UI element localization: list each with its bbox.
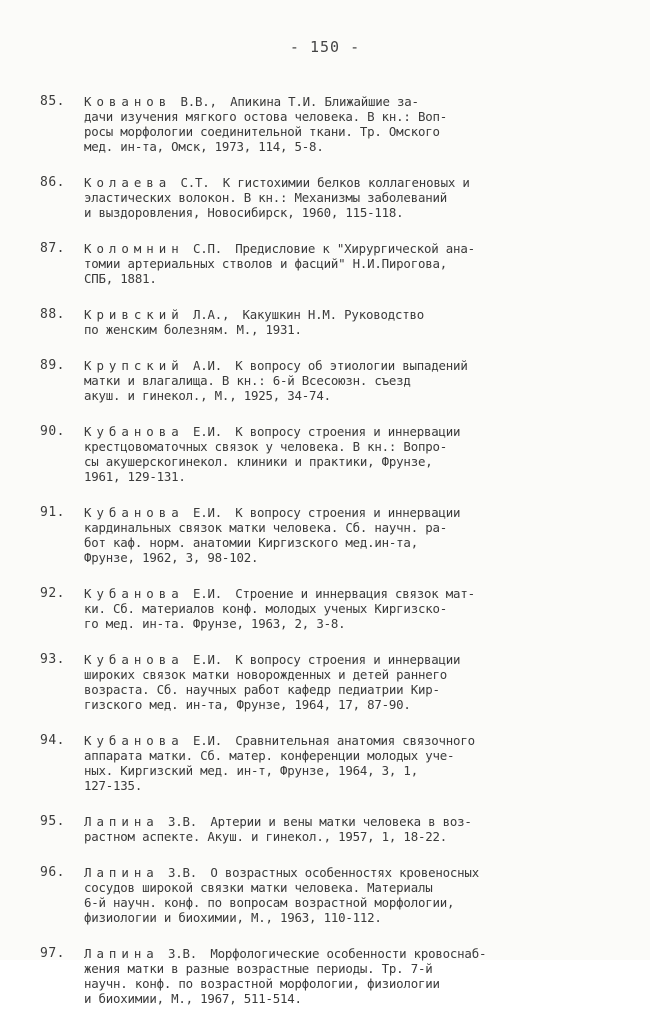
reference-line: физиологии и биохимии, М., 1963, 110-112.	[84, 910, 382, 925]
reference-entry	[40, 241, 620, 286]
reference-number: 92.	[40, 586, 65, 601]
reference-line: по женским болезням. М., 1931.	[84, 322, 302, 337]
reference-list	[40, 94, 620, 1027]
reference-author: Крупский	[84, 358, 184, 373]
reference-line-text: К вопросу об этиологии выпадений	[235, 358, 468, 373]
reference-line: акуш. и гинекол., М., 1925, 34-74.	[84, 388, 331, 403]
reference-line: растном аспекте. Акуш. и гинекол., 1957, 1, 18-22.	[84, 829, 447, 844]
reference-author: Лапина	[84, 814, 159, 829]
reference-line-text: К гистохимии белков коллагеновых и	[222, 175, 470, 190]
reference-line: кардинальных связок матки человека. Сб. научн. ра-	[84, 520, 447, 535]
reference-line	[84, 175, 620, 190]
reference-initials: А.И.	[192, 358, 222, 373]
reference-line-text: К вопросу строения и иннервации	[235, 652, 461, 667]
reference-line	[84, 586, 620, 601]
reference-line: 6-й научн. конф. по вопросам возрастной морфологии,	[84, 895, 455, 910]
reference-entry	[40, 652, 620, 712]
reference-initials: В.В.,	[180, 94, 217, 109]
reference-number: 88.	[40, 307, 65, 322]
reference-initials: С.П.	[192, 241, 222, 256]
reference-line-text: Сравнительная анатомия связочного	[235, 733, 475, 748]
reference-line-text: Апикина Т.И. Ближайшие за-	[230, 94, 419, 109]
reference-initials: Е.И.	[192, 505, 222, 520]
reference-text	[84, 94, 620, 154]
reference-line: мед. ин-та, Омск, 1973, 114, 5-8.	[84, 139, 324, 154]
reference-text	[84, 586, 620, 631]
reference-initials: Е.И.	[192, 733, 222, 748]
reference-author: Кубанова	[84, 505, 184, 520]
reference-line: сосудов широкой связки матки человека. Материалы	[84, 880, 433, 895]
reference-line	[84, 814, 620, 829]
reference-line: томии артериальных стволов и фасций" Н.И.Пирогова,	[84, 256, 447, 271]
reference-author: Коломнин	[84, 241, 184, 256]
reference-line-text: Предисловие к "Хирургической ана-	[235, 241, 475, 256]
reference-line: сы акушерскогинекол. клиники и практики, Фрунзе,	[84, 454, 433, 469]
reference-line: 127-135.	[84, 778, 143, 793]
reference-line-text: Какушкин Н.М. Руководство	[242, 307, 425, 322]
reference-entry	[40, 946, 620, 1006]
reference-line-text: Артерии и вены матки человека в воз-	[210, 814, 472, 829]
reference-number: 97.	[40, 946, 65, 961]
reference-entry	[40, 505, 620, 565]
reference-entry	[40, 733, 620, 793]
reference-line: аппарата матки. Сб. матер. конференции молодых уче-	[84, 748, 455, 763]
reference-entry	[40, 586, 620, 631]
reference-text	[84, 865, 620, 925]
reference-number: 91.	[40, 505, 65, 520]
reference-number: 89.	[40, 358, 65, 373]
reference-initials: Е.И.	[192, 652, 222, 667]
reference-line	[84, 652, 620, 667]
reference-author: Кубанова	[84, 424, 184, 439]
reference-entry	[40, 94, 620, 154]
reference-number: 85.	[40, 94, 65, 109]
reference-line	[84, 424, 620, 439]
reference-initials: З.В.	[168, 814, 198, 829]
reference-line: и биохимии, М., 1967, 511-514.	[84, 991, 302, 1006]
reference-line	[84, 946, 620, 961]
reference-line: Фрунзе, 1962, 3, 98-102.	[84, 550, 259, 565]
reference-author: Кованов	[84, 94, 172, 109]
reference-line	[84, 241, 620, 256]
reference-line: бот каф. норм. анатомии Киргизского мед.ин-та,	[84, 535, 418, 550]
reference-line: 1961, 129-131.	[84, 469, 186, 484]
reference-line: научн. конф. по возрастной морфологии, физиологии	[84, 976, 440, 991]
reference-line-text: Строение и иннервация связок мат-	[235, 586, 475, 601]
reference-initials: З.В.	[168, 946, 198, 961]
reference-line: ных. Киргизский мед. ин-т, Фрунзе, 1964, 3, 1,	[84, 763, 418, 778]
reference-entry	[40, 307, 620, 337]
reference-initials: З.В.	[168, 865, 198, 880]
page-number: - 150 -	[289, 38, 361, 56]
reference-text	[84, 241, 620, 286]
reference-author: Колаева	[84, 175, 172, 190]
reference-author: Кубанова	[84, 586, 184, 601]
reference-line: го мед. ин-та. Фрунзе, 1963, 2, 3-8.	[84, 616, 346, 631]
reference-entry	[40, 814, 620, 844]
reference-text	[84, 505, 620, 565]
reference-author: Кубанова	[84, 652, 184, 667]
reference-line	[84, 865, 620, 880]
reference-number: 95.	[40, 814, 65, 829]
reference-line	[84, 307, 620, 322]
reference-line	[84, 505, 620, 520]
reference-line: и выздоровления, Новосибирск, 1960, 115-118.	[84, 205, 404, 220]
reference-entry	[40, 424, 620, 484]
reference-number: 87.	[40, 241, 65, 256]
reference-number: 96.	[40, 865, 65, 880]
reference-number: 93.	[40, 652, 65, 667]
reference-line: матки и влагалища. В кн.: 6-й Всесоюзн. съезд	[84, 373, 411, 388]
reference-line: крестцовоматочных связок у человека. В кн.: Вопро-	[84, 439, 447, 454]
reference-line: жения матки в разные возрастные периоды. Тр. 7-й	[84, 961, 433, 976]
reference-initials: Е.И.	[192, 586, 222, 601]
reference-line: гизского мед. ин-та, Фрунзе, 1964, 17, 87-90.	[84, 697, 411, 712]
reference-line-text: О возрастных особенностях кровеносных	[210, 865, 479, 880]
reference-line	[84, 733, 620, 748]
reference-line-text: К вопросу строения и иннервации	[235, 505, 461, 520]
reference-initials: Е.И.	[192, 424, 222, 439]
reference-line-text: Морфологические особенности кровоснаб-	[210, 946, 487, 961]
reference-line	[84, 358, 620, 373]
reference-text	[84, 733, 620, 793]
reference-line: дачи изучения мягкого остова человека. В кн.: Воп-	[84, 109, 447, 124]
reference-initials: С.Т.	[180, 175, 210, 190]
reference-text	[84, 814, 620, 844]
reference-text	[84, 307, 620, 337]
reference-text	[84, 946, 620, 1006]
reference-author: Лапина	[84, 865, 159, 880]
reference-line: росы морфологии соединительной ткани. Тр. Омского	[84, 124, 440, 139]
reference-line: широких связок матки новорожденных и детей раннего	[84, 667, 447, 682]
reference-author: Лапина	[84, 946, 159, 961]
reference-line	[84, 94, 620, 109]
reference-text	[84, 424, 620, 484]
reference-entry	[40, 358, 620, 403]
reference-number: 90.	[40, 424, 65, 439]
reference-initials: Л.А.,	[192, 307, 230, 322]
reference-text	[84, 358, 620, 403]
reference-line-text: К вопросу строения и иннервации	[235, 424, 461, 439]
reference-number: 94.	[40, 733, 65, 748]
reference-text	[84, 652, 620, 712]
reference-line: возраста. Сб. научных работ кафедр педиатрии Кир-	[84, 682, 440, 697]
reference-text	[84, 175, 620, 220]
reference-line: СПБ, 1881.	[84, 271, 157, 286]
reference-author: Кубанова	[84, 733, 184, 748]
reference-line: ки. Сб. материалов конф. молодых ученых Киргизско-	[84, 601, 447, 616]
reference-number: 86.	[40, 175, 65, 190]
reference-line: эластических волокон. В кн.: Механизмы заболеваний	[84, 190, 447, 205]
reference-entry	[40, 865, 620, 925]
reference-author: Кривский	[84, 307, 184, 322]
reference-entry	[40, 175, 620, 220]
